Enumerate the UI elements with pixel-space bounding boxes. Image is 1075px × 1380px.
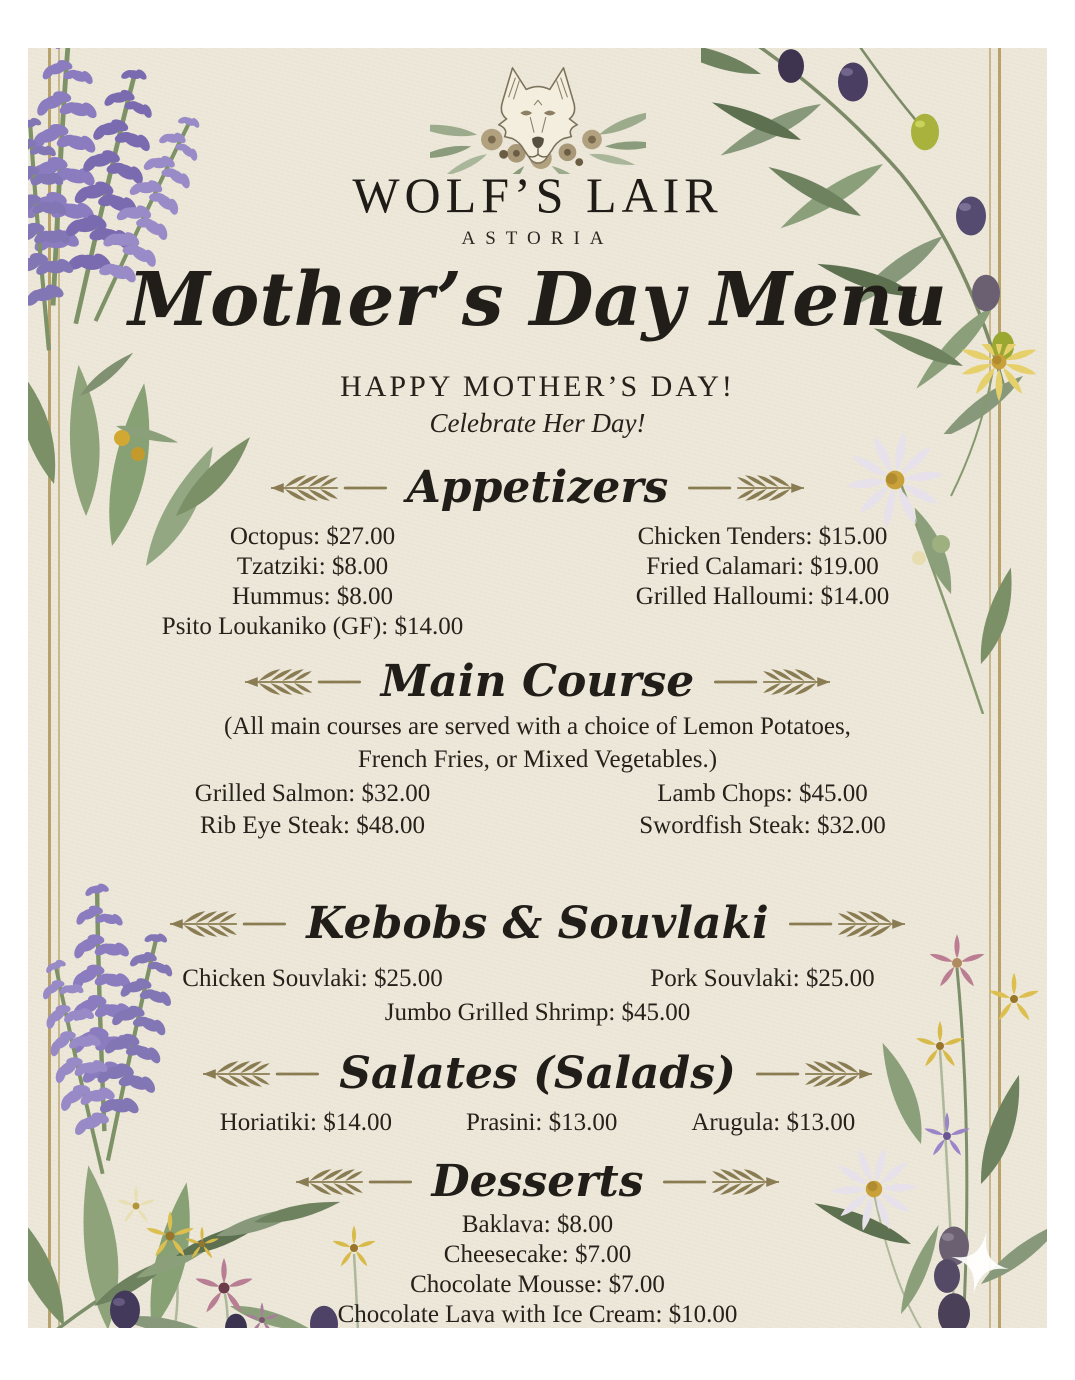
menu-title: Mother’s Day Menu: [128, 257, 947, 343]
section-heading-kebobs: [28, 898, 1047, 951]
menu-item: Chocolate Mousse: $7.00: [410, 1271, 665, 1298]
laurel-divider-right-icon: [686, 474, 806, 502]
menu-item: Tzatziki: $8.00: [236, 553, 389, 580]
section-title: Salates (Salads): [339, 1048, 736, 1099]
menu-item: Jumbo Grilled Shrimp: $45.00: [384, 999, 691, 1026]
laurel-divider-right-icon: [754, 1060, 874, 1088]
menu-item: Baklava: $8.00: [461, 1211, 614, 1238]
menu-item: Arugula: $13.00: [691, 1109, 856, 1136]
note-line: (All main courses are served with a choice of Lemon Potatoes,: [224, 713, 851, 740]
menu-item: Pork Souvlaki: $25.00: [650, 965, 875, 992]
menu-item: Grilled Salmon: $32.00: [194, 780, 431, 807]
laurel-divider-right-icon: [661, 1168, 781, 1196]
section-heading-salads: [28, 1048, 1047, 1101]
menu-item: Psito Loukaniko (GF): $14.00: [161, 613, 464, 640]
tagline: Celebrate Her Day!: [429, 408, 646, 438]
wolf-logo-icon: [430, 56, 646, 174]
appetizers-items: [88, 522, 988, 642]
main-course-left-column: [88, 778, 538, 842]
appetizers-left-column: [88, 522, 538, 642]
desserts-items: [28, 1210, 1047, 1328]
laurel-divider-left-icon: [294, 1168, 414, 1196]
menu-item: Swordfish Steak: $32.00: [639, 812, 886, 839]
brand-location: ASTORIA: [461, 228, 614, 249]
menu-paper: [28, 48, 1047, 1328]
section-title: Kebobs & Souvlaki: [306, 898, 769, 949]
menu-item: Grilled Halloumi: $14.00: [635, 583, 890, 610]
section-heading-appetizers: [28, 462, 1047, 515]
greeting: HAPPY MOTHER’S DAY!: [340, 370, 735, 403]
appetizers-right-column: [538, 522, 988, 642]
laurel-divider-left-icon: [168, 910, 288, 938]
menu-item: Rib Eye Steak: $48.00: [200, 812, 425, 839]
main-course-note: [28, 710, 1047, 776]
menu-item: Fried Calamari: $19.00: [646, 553, 879, 580]
laurel-divider-right-icon: [712, 668, 832, 696]
section-title: Main Course: [380, 656, 695, 707]
menu-item: Prasini: $13.00: [465, 1109, 618, 1136]
main-course-items: [88, 778, 988, 842]
salads-items-row: [28, 1108, 1047, 1138]
section-title: Appetizers: [406, 462, 669, 513]
menu-item: Chicken Tenders: $15.00: [637, 523, 888, 550]
menu-item: Octopus: $27.00: [229, 523, 396, 550]
menu-item: Chocolate Lava with Ice Cream: $10.00: [337, 1301, 738, 1328]
menu-item: Cheesecake: $7.00: [443, 1241, 632, 1268]
brand-name: WOLF’S LAIR: [352, 167, 723, 223]
menu-item: Hummus: $8.00: [231, 583, 394, 610]
section-heading-desserts: [28, 1156, 1047, 1209]
section-title: Desserts: [431, 1156, 644, 1207]
kebobs-items-row: [88, 964, 988, 994]
menu-item: Lamb Chops: $45.00: [657, 780, 868, 807]
main-course-right-column: [538, 778, 988, 842]
section-heading-main-course: [28, 656, 1047, 709]
note-line: French Fries, or Mixed Vegetables.): [357, 746, 718, 773]
menu-item: Horiatiki: $14.00: [219, 1109, 392, 1136]
laurel-divider-left-icon: [201, 1060, 321, 1088]
laurel-divider-right-icon: [787, 910, 907, 938]
menu-item: Chicken Souvlaki: $25.00: [182, 965, 443, 992]
laurel-divider-left-icon: [269, 474, 389, 502]
laurel-divider-left-icon: [243, 668, 363, 696]
